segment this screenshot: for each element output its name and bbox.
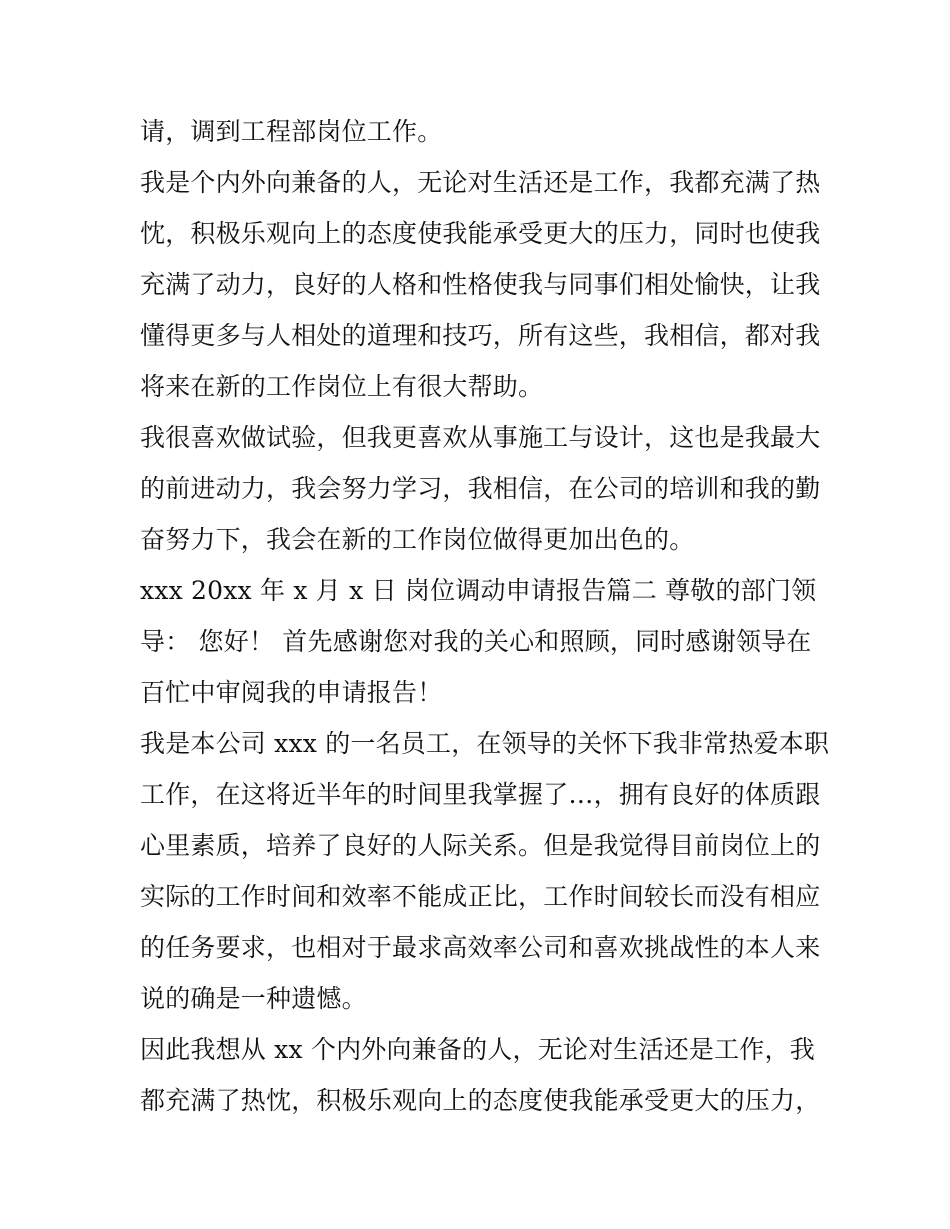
text-line-17: 的任务要求，也相对于最求高效率公司和喜欢挑战性的本人来 bbox=[140, 933, 821, 962]
text-line-10: xxx 20xx 年 x 月 x 日 岗位调动申请报告篇二 尊敬的部门领 bbox=[140, 576, 817, 605]
text-line-11: 导： 您好！ 首先感谢您对我的关心和照顾，同时感谢领导在 bbox=[140, 627, 812, 656]
text-line-12: 百忙中审阅我的申请报告！ bbox=[140, 678, 443, 707]
text-line-4: 充满了动力，良好的人格和性格使我与同事们相处愉快，让我 bbox=[140, 270, 821, 299]
text-line-9: 奋努力下，我会在新的工作岗位做得更加出色的。 bbox=[140, 525, 695, 554]
text-line-6: 将来在新的工作岗位上有很大帮助。 bbox=[140, 372, 544, 401]
text-line-16: 实际的工作时间和效率不能成正比，工作时间较长而没有相应 bbox=[140, 882, 821, 911]
text-line-15: 心里素质，培养了良好的人际关系。但是我觉得目前岗位上的 bbox=[140, 831, 821, 860]
text-line-13: 我是本公司 xxx 的一名员工，在领导的关怀下我非常热爱本职 bbox=[140, 729, 830, 758]
text-line-3: 忱，积极乐观向上的态度使我能承受更大的压力，同时也使我 bbox=[140, 219, 821, 248]
text-line-14: 工作，在这将近半年的时间里我掌握了…，拥有良好的体质跟 bbox=[140, 780, 821, 809]
text-line-1: 请，调到工程部岗位工作。 bbox=[140, 117, 443, 146]
text-line-20: 都充满了热忱，积极乐观向上的态度使我能承受更大的压力， bbox=[140, 1086, 821, 1115]
text-line-5: 懂得更多与人相处的道理和技巧，所有这些，我相信，都对我 bbox=[140, 321, 821, 350]
text-line-19: 因此我想从 xx 个内外向兼备的人，无论对生活还是工作，我 bbox=[140, 1035, 815, 1064]
body-text bbox=[140, 106, 830, 1126]
text-line-2: 我是个内外向兼备的人，无论对生活还是工作，我都充满了热 bbox=[140, 168, 821, 197]
text-line-8: 的前进动力，我会努力学习，我相信，在公司的培训和我的勤 bbox=[140, 474, 821, 503]
text-line-7: 我很喜欢做试验，但我更喜欢从事施工与设计，这也是我最大 bbox=[140, 423, 821, 452]
text-line-18: 说的确是一种遗憾。 bbox=[140, 984, 367, 1013]
